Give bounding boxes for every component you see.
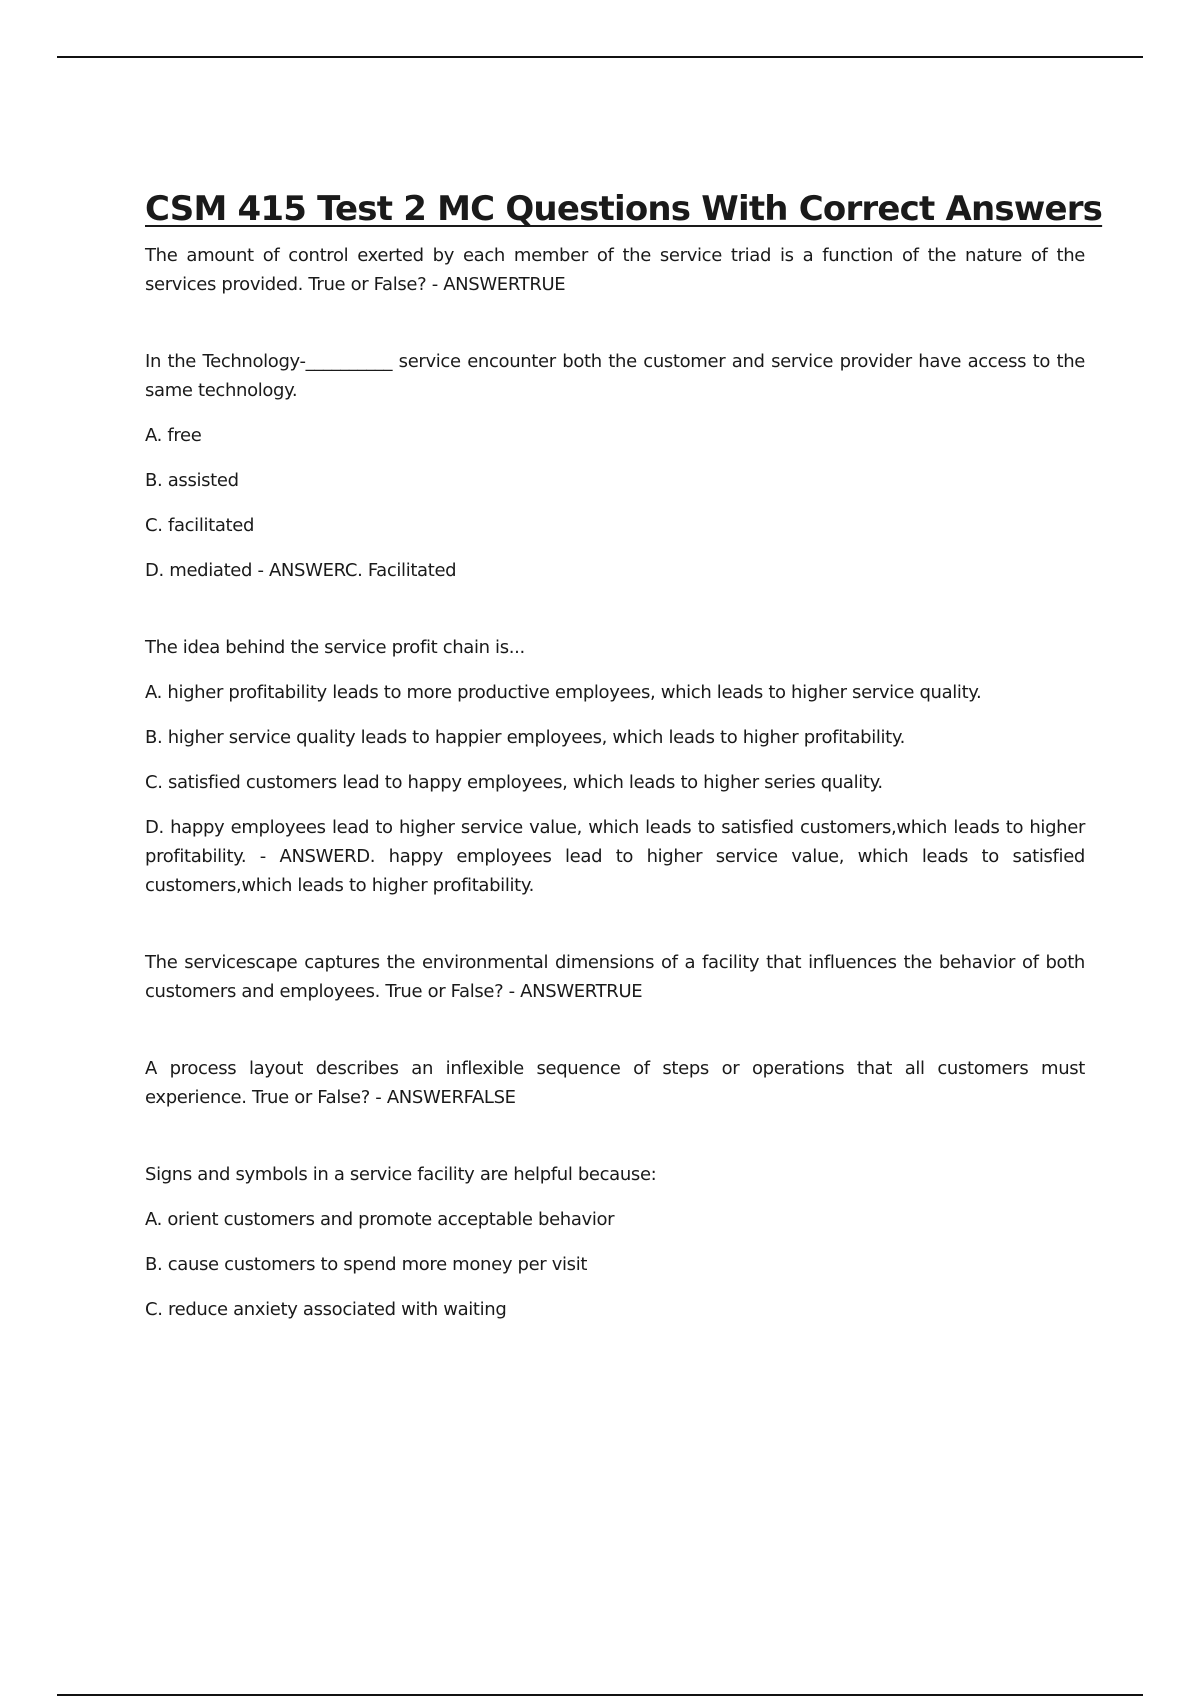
answer-option: D. mediated - ANSWERC. Facilitated (145, 559, 457, 581)
answer-option: B. higher service quality leads to happier employees, which leads to higher profitability. (145, 726, 905, 748)
answer-option: B. assisted (145, 469, 239, 491)
answer-option: A. orient customers and promote acceptable behavior (145, 1208, 615, 1230)
question-3 (145, 633, 1085, 900)
answer-option: D. happy employees lead to higher service value, which leads to satisfied customers,which leads to higher profitability. - ANSWERD. happy employees lead to higher service value, which leads to satisfied customers,which leads to higher profitability. (145, 816, 1085, 896)
question-5 (145, 1054, 1085, 1112)
answer-option: A. free (145, 424, 202, 446)
question-text: The servicescape captures the environmental dimensions of a facility that influences the behavior of both customers and employees. True or False? - ANSWERTRUE (145, 951, 1085, 1002)
answer-option: C. facilitated (145, 514, 255, 536)
answer-option: C. satisfied customers lead to happy employees, which leads to higher series quality. (145, 771, 883, 793)
question-text: The idea behind the service profit chain is... (145, 636, 525, 658)
top-rule (57, 56, 1143, 58)
document-body (145, 188, 1103, 1340)
answer-option: B. cause customers to spend more money per visit (145, 1253, 588, 1275)
question-6 (145, 1160, 1085, 1324)
question-text: The amount of control exerted by each member of the service triad is a function of the nature of the services provided. True or False? - ANSWERTRUE (145, 244, 1085, 295)
answer-option: C. reduce anxiety associated with waiting (145, 1298, 507, 1320)
question-text: In the Technology-__________ service encounter both the customer and service provider have access to the same technology. (145, 350, 1085, 401)
question-text: Signs and symbols in a service facility are helpful because: (145, 1163, 657, 1185)
bottom-rule (57, 1694, 1143, 1696)
answer-option: A. higher profitability leads to more productive employees, which leads to higher service quality. (145, 681, 982, 703)
question-text: A process layout describes an inflexible sequence of steps or operations that all customers must experience. True or False? - ANSWERFALSE (145, 1057, 1085, 1108)
question-1 (145, 241, 1085, 299)
question-4 (145, 948, 1085, 1006)
question-2 (145, 347, 1085, 585)
document-title: CSM 415 Test 2 MC Questions With Correct Answers (145, 189, 1103, 229)
